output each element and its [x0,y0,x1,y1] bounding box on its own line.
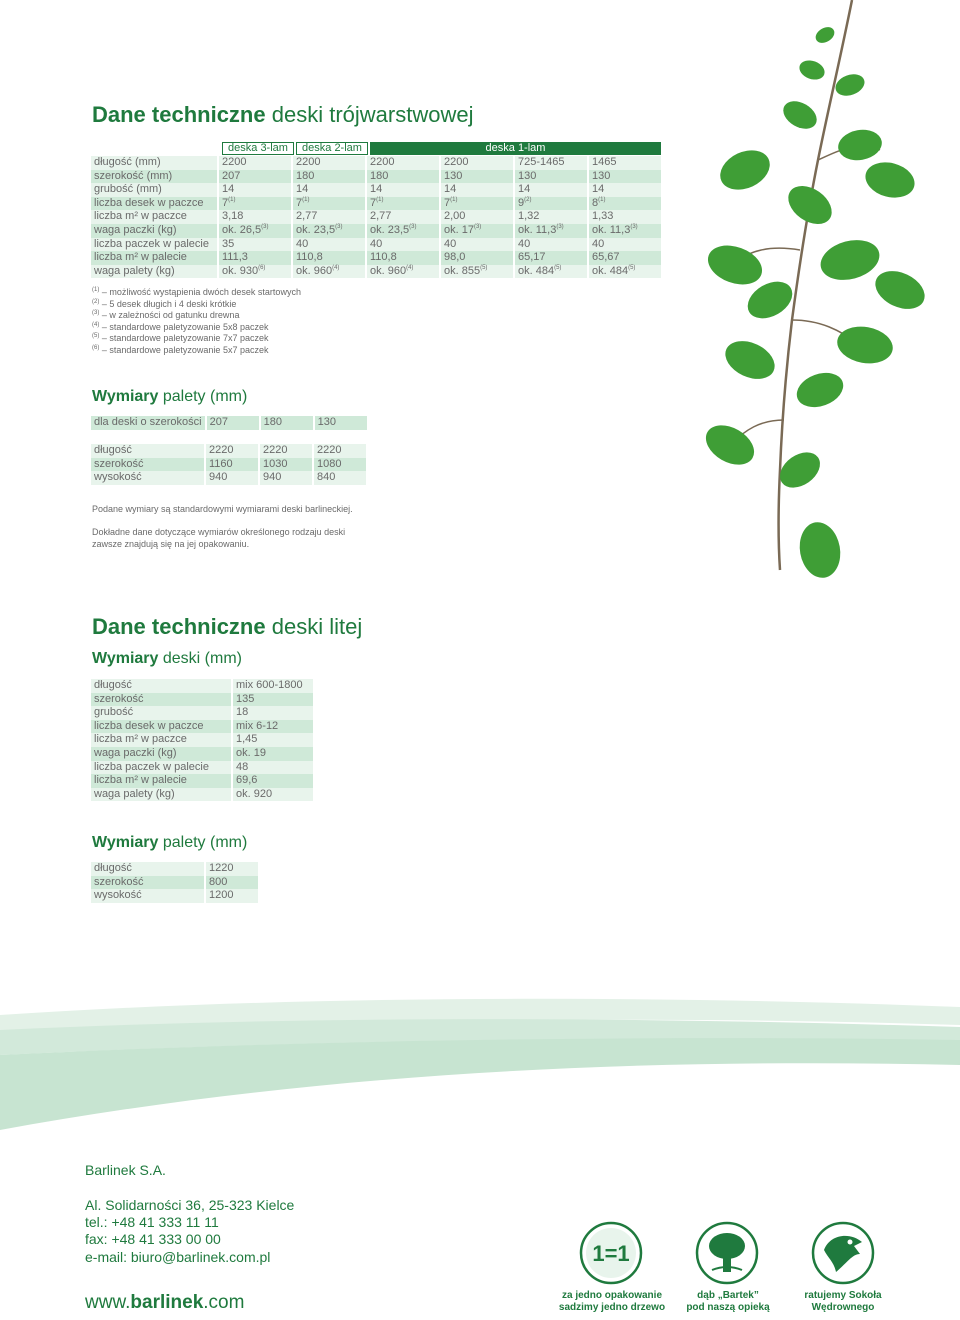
cell-value: 1,32 [518,210,540,223]
pallet2-title-light: palety (mm) [162,834,248,851]
cell-footnote-ref: (4) [332,264,340,271]
cell-value: 1465 [592,156,617,168]
cell-value: ok. 960 [370,264,407,277]
table-row [91,720,314,734]
table-cell: 840 [313,471,367,485]
footnote [92,287,301,299]
section2-subtitle [92,650,242,668]
table-cell: mix 6-12 [232,720,314,734]
cell-value: 14 [296,183,309,196]
cell-value: 14 [444,183,457,196]
oak-bartek-logo-icon [694,1220,760,1286]
cell-value: 130 [592,169,611,182]
pallet1-head-207: 207 [206,416,260,430]
cell-value: 14 [222,183,235,196]
table-cell [514,224,588,238]
cell-value: 2,77 [296,210,318,223]
cell-value: 110,8 [370,251,397,264]
pallet2-title [92,834,247,852]
table-row [91,265,662,279]
table-cell [218,156,292,170]
pallet2-title-bold: Wymiary [92,834,159,851]
logo3-line2: Wędrownego [811,1302,875,1313]
table-cell [440,210,514,224]
cell-value: 2200 [222,156,247,168]
cell-value: 35 [222,237,235,250]
cell-value: ok. 23,5 [296,223,336,236]
one-for-one-tree-logo-icon [578,1220,644,1286]
table-row [91,747,314,761]
company-website-link[interactable] [85,1292,244,1314]
logo3-line1: ratujemy Sokoła [804,1290,882,1301]
table-row [91,733,314,747]
row-label: wysokość [91,471,205,485]
table-cell [292,238,366,252]
cell-value: 7 [222,196,229,209]
cell-value: 7 [370,196,377,209]
table-cell: 1,45 [232,733,314,747]
table-cell [514,238,588,252]
cell-value: 14 [370,183,383,196]
table-cell [440,197,514,211]
pallet1-table [91,444,368,485]
row-label: grubość (mm) [91,183,218,197]
table-row [91,224,662,238]
cell-value: 98,0 [444,251,466,264]
footnote-number: (5) [92,333,100,339]
cell-value: 40 [518,237,531,250]
table-cell [218,183,292,197]
company-fax: fax: +48 41 333 00 00 [85,1231,221,1247]
table-cell [218,238,292,252]
section2-title-light: deski litej [271,614,363,639]
table-cell: 940 [205,471,259,485]
row-label: liczba m² w palecie [91,774,232,788]
logo1-mark: 1=1 [592,1241,630,1266]
row-label: waga paczki (kg) [91,224,218,238]
footnote-number: (3) [92,310,100,316]
row-label: grubość [91,706,232,720]
cell-value: 40 [296,237,309,250]
tech-table-3layer [91,156,663,278]
logo1-line2: sadzimy jedno drzewo [558,1302,666,1313]
row-label: wysokość [91,889,205,903]
row-label: waga paczki (kg) [91,747,232,761]
footnote [92,345,301,357]
row-label: długość (mm) [91,156,218,170]
cell-value: 40 [592,237,605,250]
footnote-text: – w zależności od gatunku drewna [101,310,240,320]
cell-value: 40 [444,237,457,250]
table-cell [514,156,588,170]
company-name: Barlinek S.A. [85,1162,166,1178]
table-row [91,170,662,184]
table-cell [588,170,662,184]
cell-value: ok. 960 [296,264,333,277]
footnote-text: – 5 desek długich i 4 deski krótkie [101,298,237,309]
cell-value: 65,67 [592,251,620,264]
cell-value: ok. 484 [592,264,629,277]
pallet1-title [92,388,247,406]
table-cell [440,170,514,184]
footnote-number: (6) [92,344,100,351]
cell-value: ok. 484 [518,264,555,277]
header-3-lam: deska 3-lam [222,142,294,155]
logo2-line2: pod naszą opieką [686,1302,770,1313]
row-label: długość [91,862,205,876]
footnote [92,310,301,322]
pallet1-note2: Dokładne dane dotyczące wymiarów określonego rodzaju deski zawsze znajdują się na jej opakowaniu. [92,527,346,549]
table-cell: 1160 [205,458,259,472]
table-row [91,471,367,485]
table-row [91,444,367,458]
solid-plank-table [91,679,315,801]
table-cell [588,251,662,265]
table-row [91,238,662,252]
cell-value: 180 [296,169,315,182]
table-cell [366,210,440,224]
row-label: liczba m² w palecie [91,251,218,265]
cell-value: ok. 855 [444,264,481,277]
table-row [91,679,314,693]
row-label: waga palety (kg) [91,788,232,802]
row-label: liczba paczek w palecie [91,238,218,252]
cell-value: 2,77 [370,210,392,223]
cell-value: 180 [370,169,389,182]
table-cell [292,197,366,211]
cell-footnote-ref: (1) [450,196,458,203]
cell-footnote-ref: (3) [556,223,564,230]
table-row [91,788,314,802]
pallet1-head-130: 130 [314,416,368,430]
table-cell: 1200 [205,889,259,903]
cell-value: 2,00 [444,210,466,223]
table-cell [366,156,440,170]
cell-value: 130 [444,169,463,182]
row-label: długość [91,444,205,458]
pallet1-title-bold: Wymiary [92,388,159,405]
cell-footnote-ref: (5) [554,264,562,271]
table-cell [366,197,440,211]
table-row [91,156,662,170]
cell-value: 9 [518,196,525,209]
table-cell [366,265,440,279]
table-cell [218,265,292,279]
web-prefix: www. [85,1292,131,1313]
cell-footnote-ref: (5) [480,264,488,271]
row-label: szerokość [91,876,205,890]
cell-footnote-ref: (1) [376,196,384,203]
cell-value: 130 [518,169,537,182]
row-label: szerokość [91,693,232,707]
table-cell: 2220 [313,444,367,458]
table-cell [440,183,514,197]
table-cell [366,170,440,184]
table-cell: 1080 [313,458,367,472]
row-label: waga palety (kg) [91,265,218,279]
pallet2-table [91,862,260,903]
table-cell [440,251,514,265]
cell-footnote-ref: (3) [630,223,638,230]
row-label: liczba m² w paczce [91,733,232,747]
table-cell [588,224,662,238]
pallet1-head-row [91,416,369,430]
peregrine-falcon-logo-icon [810,1220,876,1286]
cell-value: 14 [518,183,531,196]
cell-footnote-ref: (3) [473,223,482,230]
footnote-text: – standardowe paletyzowanie 5x8 paczek [101,321,269,332]
web-bold: barlinek [130,1292,204,1313]
table-cell: 800 [205,876,259,890]
table-cell [514,210,588,224]
footnote-number: (1) [92,287,100,293]
section2-subtitle-bold: Wymiary [92,650,159,667]
section1-title-light: deski trójwarstwowej [271,102,474,127]
table-cell [514,170,588,184]
row-label: długość [91,679,232,693]
table-row [91,210,662,224]
cell-footnote-ref: (1) [228,196,236,203]
table-cell [366,238,440,252]
table-cell [218,197,292,211]
table-row [91,458,367,472]
table-cell: 48 [232,761,314,775]
table-cell [292,210,366,224]
cell-value: 207 [222,169,241,182]
decorative-wave-bands [0,995,960,1145]
table-cell [588,156,662,170]
logo1-line1: za jedno opakowanie [561,1290,663,1301]
cell-value: 2200 [370,156,395,168]
table-cell [292,183,366,197]
table-cell [292,224,366,238]
company-tel: tel.: +48 41 333 11 11 [85,1214,219,1230]
table-row [91,761,314,775]
table-cell [588,210,662,224]
pallet1-head-label: dla deski o szerokości [91,416,206,430]
table-cell [514,251,588,265]
cell-value: 3,18 [222,210,244,223]
table-cell: 135 [232,693,314,707]
footnote-text: – standardowe paletyzowanie 7x7 paczek [101,333,269,343]
row-label: szerokość (mm) [91,170,218,184]
cell-footnote-ref: (3) [335,223,343,230]
cell-value: ok. 11,3 [592,223,631,236]
row-label: liczba m² w paczce [91,210,218,224]
cell-value: ok. 17 [444,223,474,236]
table-row [91,693,314,707]
cell-value: ok. 26,5 [222,223,262,236]
table-cell: 2220 [205,444,259,458]
cell-value: 7 [296,196,303,209]
table-row [91,889,259,903]
table-cell [588,183,662,197]
table-cell [440,156,514,170]
table-cell [514,197,588,211]
table-cell [218,224,292,238]
table-cell: ok. 920 [232,788,314,802]
leaf-branch-illustration [700,0,960,600]
section2-title [92,614,362,640]
company-email[interactable]: e-mail: biuro@barlinek.com.pl [85,1249,271,1265]
table-cell: 2220 [259,444,313,458]
cell-value: 65,17 [518,251,546,264]
table-cell [514,265,588,279]
table-row [91,197,662,211]
header-2-lam: deska 2-lam [296,142,368,155]
table-row [91,251,662,265]
cell-value: 111,3 [222,251,248,264]
table-cell: 940 [259,471,313,485]
section1-title [92,102,473,128]
footnote-number: (2) [92,298,100,305]
row-label: liczba desek w paczce [91,720,232,734]
cell-value: 2200 [444,156,469,168]
table-cell: 1030 [259,458,313,472]
row-label: liczba paczek w palecie [91,761,232,775]
footnote-number: (4) [92,321,100,328]
table-cell [218,170,292,184]
logo2-line1: dąb „Bartek” [697,1290,759,1301]
table-row [91,862,259,876]
section2-subtitle-light: deski (mm) [162,650,242,667]
table-cell: mix 600-1800 [232,679,314,693]
logo1-caption [552,1290,672,1314]
table-cell [292,170,366,184]
table-cell [588,238,662,252]
row-label: szerokość [91,458,205,472]
cell-footnote-ref: (4) [406,264,414,271]
cell-footnote-ref: (2) [524,196,532,203]
cell-value: 40 [370,237,383,250]
table-cell [292,156,366,170]
table-cell [366,224,440,238]
table-cell [218,210,292,224]
company-address: Al. Solidarności 36, 25-323 Kielce [85,1197,295,1213]
table-cell [292,265,366,279]
table-cell [440,224,514,238]
table-row [91,876,259,890]
table-cell [440,238,514,252]
table-cell [366,251,440,265]
logo2-caption [668,1290,788,1314]
cell-value: 7 [444,196,451,209]
footnote [92,333,301,345]
table-cell: 1220 [205,862,259,876]
table-cell: ok. 19 [232,747,314,761]
table-cell [588,197,662,211]
header-1-lam: deska 1-lam [370,142,661,155]
cell-value: 110,8 [296,251,323,264]
cell-footnote-ref: (5) [628,264,636,271]
cell-footnote-ref: (3) [261,223,269,230]
table-cell [366,183,440,197]
cell-footnote-ref: (6) [258,264,266,271]
cell-value: 8 [592,196,599,209]
cell-footnote-ref: (3) [409,223,417,230]
table-cell [218,251,292,265]
footnote-text: – standardowe paletyzowanie 5x7 paczek [101,344,269,355]
logo3-caption [783,1290,903,1314]
footnote-text: – możliwość wystąpienia dwóch desek startowych [101,287,301,297]
table-row [91,706,314,720]
footnote [92,322,301,334]
pallet1-note1: Podane wymiary są standardowymi wymiarami deski barlineckiej. [92,504,353,514]
cell-footnote-ref: (1) [598,196,606,203]
cell-value: ok. 930 [222,264,259,277]
pallet1-head-180: 180 [260,416,314,430]
table-row [91,183,662,197]
row-label: liczba desek w paczce [91,197,218,211]
table-cell: 18 [232,706,314,720]
cell-value: 725-1465 [518,156,565,168]
table-cell [588,265,662,279]
section2-title-bold: Dane techniczne [92,614,266,639]
web-suffix: .com [203,1292,245,1313]
footnote [92,299,301,311]
table-cell [514,183,588,197]
table-row [91,774,314,788]
table-cell: 69,6 [232,774,314,788]
cell-value: 14 [592,183,605,196]
cell-value: ok. 11,3 [518,223,557,236]
section1-title-bold: Dane techniczne [92,102,266,127]
cell-footnote-ref: (1) [302,196,310,203]
cell-value: 1,33 [592,210,614,223]
cell-value: 2200 [296,156,321,168]
table-cell [292,251,366,265]
table-cell [440,265,514,279]
cell-value: ok. 23,5 [370,223,410,236]
pallet1-title-light: palety (mm) [162,388,248,405]
footnotes [92,287,301,356]
